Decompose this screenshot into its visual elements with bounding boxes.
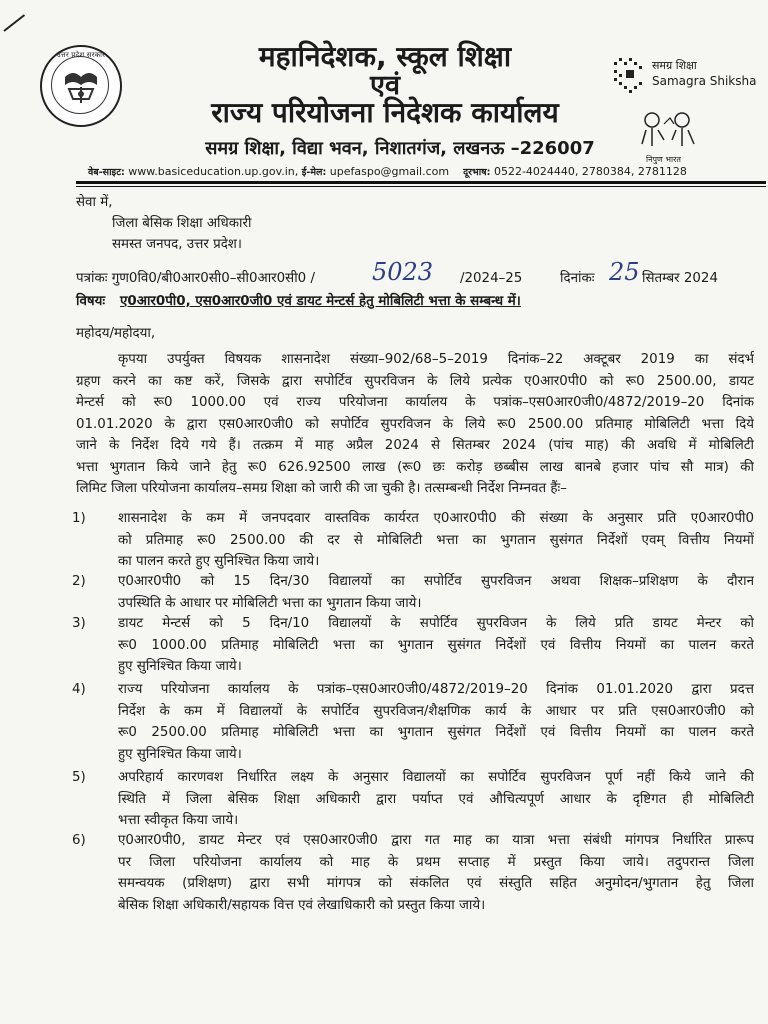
intro-line: लिमिट जिला परियोजना कार्यालय–समग्र शिक्षा को जारी की जा चुकी है। तत्सम्बन्धी निर्देश निम्नवत हैंः– xyxy=(76,481,567,496)
nipun-bharat-kids-icon xyxy=(638,110,708,154)
salutation: महोदय/महोदया, xyxy=(76,326,156,341)
header-contact xyxy=(88,165,728,178)
samagra-shiksha-logo-icon xyxy=(612,56,648,100)
point-line: को प्रतिमाह रू0 2500.00 की दर से मोबिलिटी भत्ता का भुगतान सुसंगत निर्देशों एवम् वित्तीय नियमों xyxy=(118,532,754,548)
reference-year: /2024–25 xyxy=(460,271,523,286)
point-number: 1) xyxy=(72,511,86,526)
header-rule xyxy=(76,181,766,184)
date-label: दिनांकः xyxy=(560,271,595,286)
intro-line: 01.01.2020 के द्वारा एस0आर0जी0 को सपोर्टिव सुपरविजन के लिये रू0 2500.00 प्रतिमाह मोबिलिटी भत्ता दिये xyxy=(76,416,754,432)
point-line: डायट मेन्टर्स को 5 दिन/10 विद्यालयों के सपोर्टिव सुपरविजन के लिये प्रति डायट मेन्टर को xyxy=(118,616,754,631)
email-label: ई-मेल: xyxy=(301,167,327,178)
reference-number: 5023 xyxy=(372,258,434,286)
point-line: निर्देश के कम में विद्यालयों के सपोर्टिव सुपरविजन/शैक्षणिक कार्य के आधार पर प्रति एस0आर0जी0 को xyxy=(118,703,754,719)
nipun-bharat-logo xyxy=(638,110,718,170)
point-line: राज्य परियोजना कार्यालय के पत्रांक–एस0आर0जी0/4872/2019–20 दिनांक 01.01.2020 द्वारा प्रदत्त xyxy=(118,682,754,697)
point-line: ए0आर0पी0, डायट मेन्टर एवं एस0आर0जी0 द्वारा गत माह का यात्रा भत्ता संबंधी मांगपत्र निर्धारित प्रारूप xyxy=(118,833,754,848)
samagra-english: Samagra Shiksha xyxy=(652,74,757,88)
header-title-line1: महानिदेशक, स्कूल शिक्षा xyxy=(258,40,512,73)
intro-line: मेन्टर्स को रू0 1000.00 एवं राज्य परियोजना कार्यालय के पत्रांक–एस0आर0जी0/4872/2019–20 दिनांक xyxy=(76,395,754,410)
subject-text: ए0आर0पी0, एस0आर0जी0 एवं डायट मेन्टर्स हेतु मोबिलिटी भत्ता के सम्बन्ध में। xyxy=(120,294,521,309)
header-rule-thin xyxy=(76,186,766,187)
letterhead xyxy=(0,0,768,190)
header-address: समग्र शिक्षा, विद्या भवन, निशातगंज, लखनऊ –226007 xyxy=(205,138,595,159)
intro-line: भत्ता भुगतान किये जाने हेतु रू0 626.92500 लाख (रू0 छः करोड़ छब्बीस लाख बानबे हजार पांच सौ मात्र) की xyxy=(76,459,754,475)
intro-line: जाने के निर्देश दिये गये हैं। तत्क्रम में माह अप्रैल 2024 से सितम्बर 2024 (पांच माह) की अवधि में मोबिलिटी xyxy=(76,438,754,453)
point-number: 4) xyxy=(72,682,86,697)
date-rest: सितम्बर 2024 xyxy=(642,271,718,286)
website: www.basiceducation.up.gov.in, xyxy=(128,165,299,178)
date-day: 25 xyxy=(609,258,640,286)
intro-line: कृपया उपर्युक्त विषयक शासनादेश संख्या–902/68–5–2019 दिनांक–22 अक्टूबर 2019 का संदर्भ xyxy=(118,352,754,367)
point-line: स्थिति में जिला बेसिक शिक्षा अधिकारी द्वारा पर्याप्त एवं औचित्यपूर्ण आधार के दृष्टिगत ही मोबिलिटी xyxy=(118,791,754,807)
point-number: 2) xyxy=(72,574,86,589)
point-number: 6) xyxy=(72,833,86,848)
point-line: का पालन करते हुए सुनिश्चित किया जाये। xyxy=(118,554,320,569)
email: upefaspo@gmail.com xyxy=(329,165,450,178)
samagra-shiksha-logo xyxy=(612,56,762,106)
phone-label: दूरभाष: xyxy=(463,167,491,178)
point-line: रू0 2500.00 प्रतिमाह मोबिलिटी भत्ता का भुगतान सुसंगत निर्देशों एवं वित्तीय नियमों का पालन करते xyxy=(118,725,754,740)
header-title-line3: राज्य परियोजना निदेशक कार्यालय xyxy=(211,96,559,129)
point-line: समन्वयक (प्रशिक्षण) द्वारा सभी मांगपत्र को संकलित एवं संस्तुति सहित अनुमोदन/भुगतान हेतु जिला xyxy=(118,876,754,891)
reference-label: पत्रांकः गुण0वि0/बी0आर0सी0–सी0आर0सी0 / xyxy=(76,271,315,286)
samagra-hindi: समग्र शिक्षा xyxy=(652,59,697,72)
point-line: हुए सुनिश्चित किया जाये। xyxy=(118,746,242,762)
point-line: शासनादेश के कम में जनपदवार वास्तविक कार्यरत ए0आर0पी0 की संख्या के अनुसार प्रति ए0आर0पी0 xyxy=(118,511,754,526)
point-line: भत्ता स्वीकृत किया जाये। xyxy=(118,813,239,828)
point-line: अपरिहार्य कारणवश निर्धारित लक्ष्य के अनुसार विद्यालयों का सपोर्टिव सुपरविजन पूर्ण नहीं किये जाने की xyxy=(118,770,754,785)
point-line: उपस्थिति के आधार पर मोबिलिटी भत्ता का भुगतान किया जाये। xyxy=(118,595,422,611)
to-line1: जिला बेसिक शिक्षा अधिकारी xyxy=(112,216,252,231)
nipun-caption: निपुण भारत xyxy=(646,155,681,164)
subject-label: विषयः xyxy=(76,294,106,309)
point-number: 5) xyxy=(72,770,86,785)
header-title-line2: एवं xyxy=(370,70,400,101)
point-line: हुए सुनिश्चित किया जाये। xyxy=(118,659,242,674)
emblem-text: उत्तर प्रदेश सरकार xyxy=(56,51,106,59)
point-line: पर जिला परियोजना कार्यालय को माह के प्रथम सप्ताह में प्रस्तुत किया जाये। तदुपरान्त जिला xyxy=(118,854,754,870)
up-government-emblem-icon xyxy=(40,45,122,127)
website-label: वेब-साइट: xyxy=(88,167,125,178)
intro-line: ग्रहण करने का कष्ट करें, जिसके द्वारा सपोर्टिव सुपरविजन के लिये प्रत्येक ए0आर0पी0 को रू0 2500.00, डायट xyxy=(76,373,754,389)
point-line: रू0 1000.00 प्रतिमाह मोबिलिटी भत्ता का भुगतान सुसंगत निर्देशों एवं वित्तीय नियमों का पालन करते xyxy=(118,637,754,653)
point-number: 3) xyxy=(72,616,86,631)
to-label: सेवा में, xyxy=(76,195,113,210)
phone: 0522-4024440, 2780384, 2781128 xyxy=(493,165,687,178)
to-line2: समस्त जनपद, उत्तर प्रदेश। xyxy=(112,237,242,252)
point-line: बेसिक शिक्षा अधिकारी/सहायक वित्त एवं लेखाधिकारी को प्रस्तुत किया जाये। xyxy=(118,897,486,913)
point-line: ए0आर0पी0 को 15 दिन/30 विद्यालयों का सपोर्टिव सुपरविजन अथवा शिक्षक–प्रशिक्षण के दौरान xyxy=(118,574,754,589)
